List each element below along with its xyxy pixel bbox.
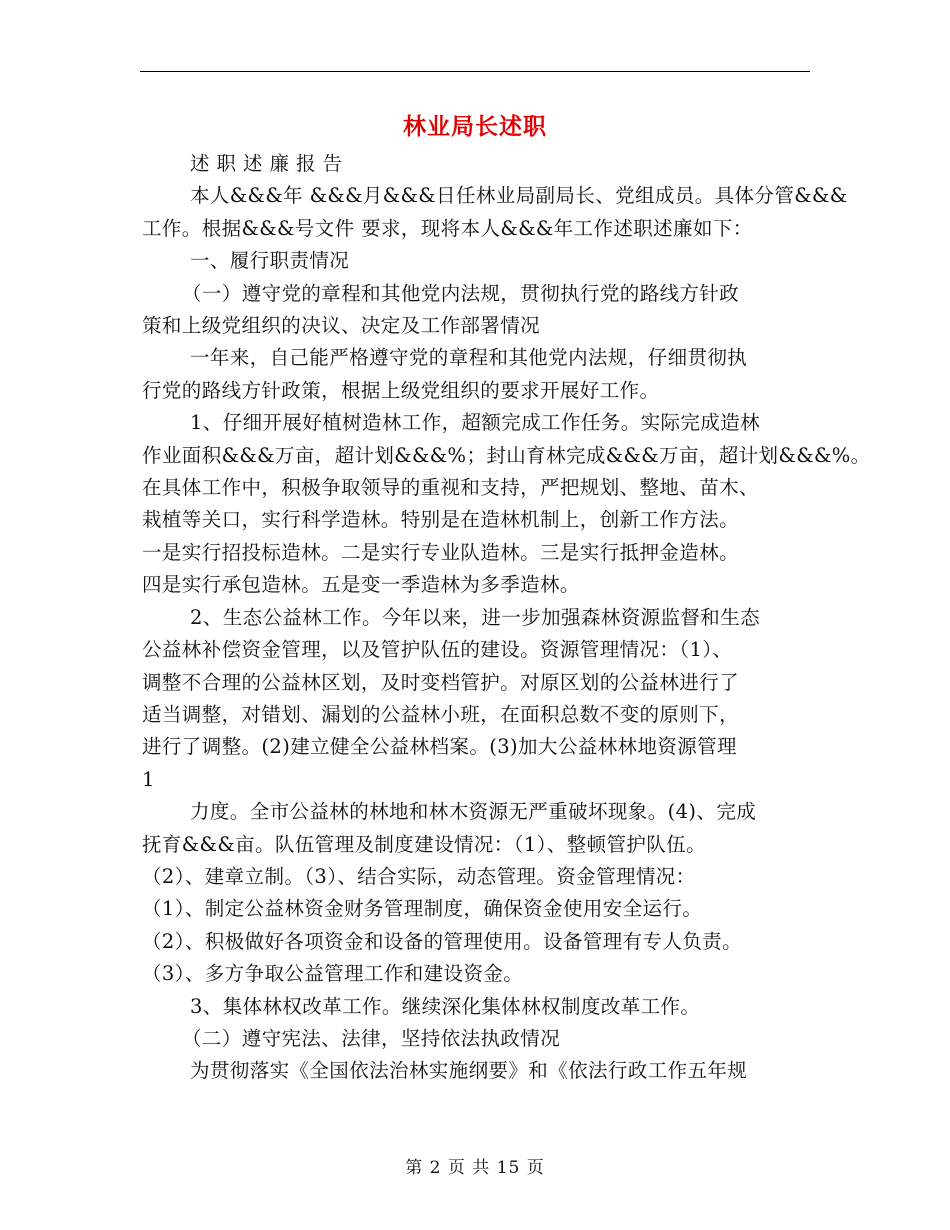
text-line: 3、集体林权改革工作。继续深化集体林权制度改革工作。 [190, 994, 701, 1018]
document-title: 林业局长述职 [403, 114, 547, 140]
text-line: 在具体工作中，积极争取领导的重视和支持，严把规划、整地、苗木、 [142, 476, 759, 500]
document-body [142, 148, 871, 1088]
text-line: 栽植等关口，实行科学造林。特别是在造林机制上，创新工作方法。 [142, 508, 740, 532]
text-line: 进行了调整。(2)建立健全公益林档案。(3)加大公益林林地资源管理 [142, 735, 737, 759]
text-line: 公益林补偿资金管理，以及管护队伍的建设。资源管理情况：（1）、 [142, 638, 733, 662]
text-line: （1）、制定公益林资金财务管理制度，确保资金使用安全运行。 [142, 897, 703, 921]
text-line: 一是实行招投标造林。二是实行专业队造林。三是实行抵押金造林。 [142, 540, 740, 564]
text-line: 作业面积&&&万亩，超计划&&&%；封山育林完成&&&万亩，超计划&&&%。 [142, 443, 871, 467]
text-line: 策和上级党组织的决议、决定及工作部署情况 [142, 314, 541, 338]
text-line: （2）、积极做好各项资金和设备的管理使用。设备管理有专人负责。 [142, 929, 743, 953]
text-line: 述 职 述 廉 报 告 [190, 152, 343, 175]
text-line: 1 [142, 767, 155, 791]
text-line: 为贯彻落实《全国依法治林实施纲要》和《依法行政工作五年规 [190, 1059, 748, 1083]
text-line: （一）遵守党的章程和其他党内法规，贯彻执行党的路线方针政 [182, 281, 740, 305]
text-line: （3）、多方争取公益管理工作和建设资金。 [142, 962, 524, 986]
text-line: 行党的路线方针政策，根据上级党组织的要求开展好工作。 [142, 378, 660, 402]
page-footer: 第 2 页 共 15 页 [405, 1158, 545, 1178]
text-line: 调整不合理的公益林区划，及时变档管护。对原区划的公益林进行了 [142, 670, 740, 694]
text-line: 一年来，自己能严格遵守党的章程和其他党内法规，仔细贯彻执 [190, 346, 748, 370]
header-rule [140, 71, 810, 72]
text-line: 2、生态公益林工作。今年以来，进一步加强森林资源监督和生态 [190, 605, 761, 629]
text-line: 四是实行承包造林。五是变一季造林为多季造林。 [142, 573, 580, 597]
text-line: 1、仔细开展好植树造林工作，超额完成工作任务。实际完成造林 [190, 411, 761, 435]
text-line: 力度。全市公益林的林地和林木资源无严重破坏现象。(4)、完成 [190, 800, 757, 824]
text-line: 一、履行职责情况 [190, 249, 350, 273]
text-line: 工作。根据&&&号文件 要求，现将本人&&&年工作述职述廉如下： [142, 216, 753, 240]
text-line: 适当调整，对错划、漏划的公益林小班，在面积总数不变的原则下， [142, 702, 740, 726]
text-line: （2）、建章立制。（3）、结合实际，动态管理。资金管理情况： [142, 864, 696, 888]
text-line: 抚育&&&亩。队伍管理及制度建设情况：（1）、整顿管护队伍。 [142, 832, 706, 856]
text-line: （二）遵守宪法、法律，坚持依法执政情况 [182, 1026, 561, 1050]
text-line: 本人&&&年 &&&月&&&日任林业局副局长、党组成员。具体分管&&& [190, 184, 848, 208]
